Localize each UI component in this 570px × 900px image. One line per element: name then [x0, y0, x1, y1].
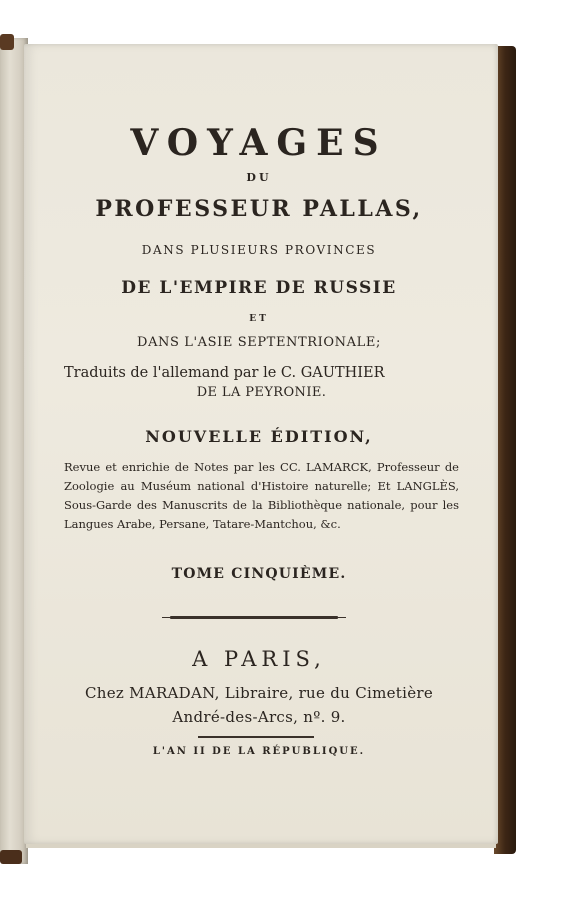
binding-cap-bottom: [0, 850, 22, 864]
author-line: PROFESSEUR PALLAS,: [95, 196, 423, 222]
connector-du: DU: [246, 171, 272, 184]
revision-note-lamarck: Revue et enrichie de Notes par les CC. LAMARCK, Professeur de Zoologie au Muséum national d'Histoire naturelle;: [64, 460, 459, 493]
imprint-rule: [198, 736, 314, 738]
title-page: [24, 44, 498, 844]
imprint-place: A PARIS,: [192, 647, 326, 671]
subtitle-empire: DE L'EMPIRE DE RUSSIE: [121, 278, 397, 298]
publisher-line-2: André-des-Arcs, nº. 9.: [172, 708, 346, 726]
subtitle-provinces: DANS PLUSIEURS PROVINCES: [141, 243, 377, 257]
connector-et: ET: [249, 314, 269, 324]
ornamental-rule: [170, 616, 338, 619]
volume-statement: TOME CINQUIÈME.: [171, 566, 347, 582]
subtitle-asie: DANS L'ASIE SEPTENTRIONALE;: [137, 335, 381, 350]
book-title: VOYAGES: [130, 122, 388, 164]
revision-notes: [64, 458, 459, 534]
imprint-date: L'AN II DE LA RÉPUBLIQUE.: [152, 746, 366, 757]
translator-line-1: Traduits de l'allemand par le C. GAUTHIER: [64, 365, 385, 381]
edition-statement: NOUVELLE ÉDITION,: [145, 427, 373, 446]
translator-credit: [64, 364, 459, 402]
translator-line-2: DE LA PEYRONIE.: [196, 385, 327, 400]
binding-cap-top: [0, 34, 14, 50]
publisher-line-1: Chez MARADAN, Libraire, rue du Cimetière: [84, 684, 434, 702]
revision-note-langles: Et LANGLÈS, Sous-Garde des Manuscrits de la Bibliothèque nationale, pour les Langues Arabe, Persane, Tatare-Mantchou, &c.: [64, 479, 459, 531]
